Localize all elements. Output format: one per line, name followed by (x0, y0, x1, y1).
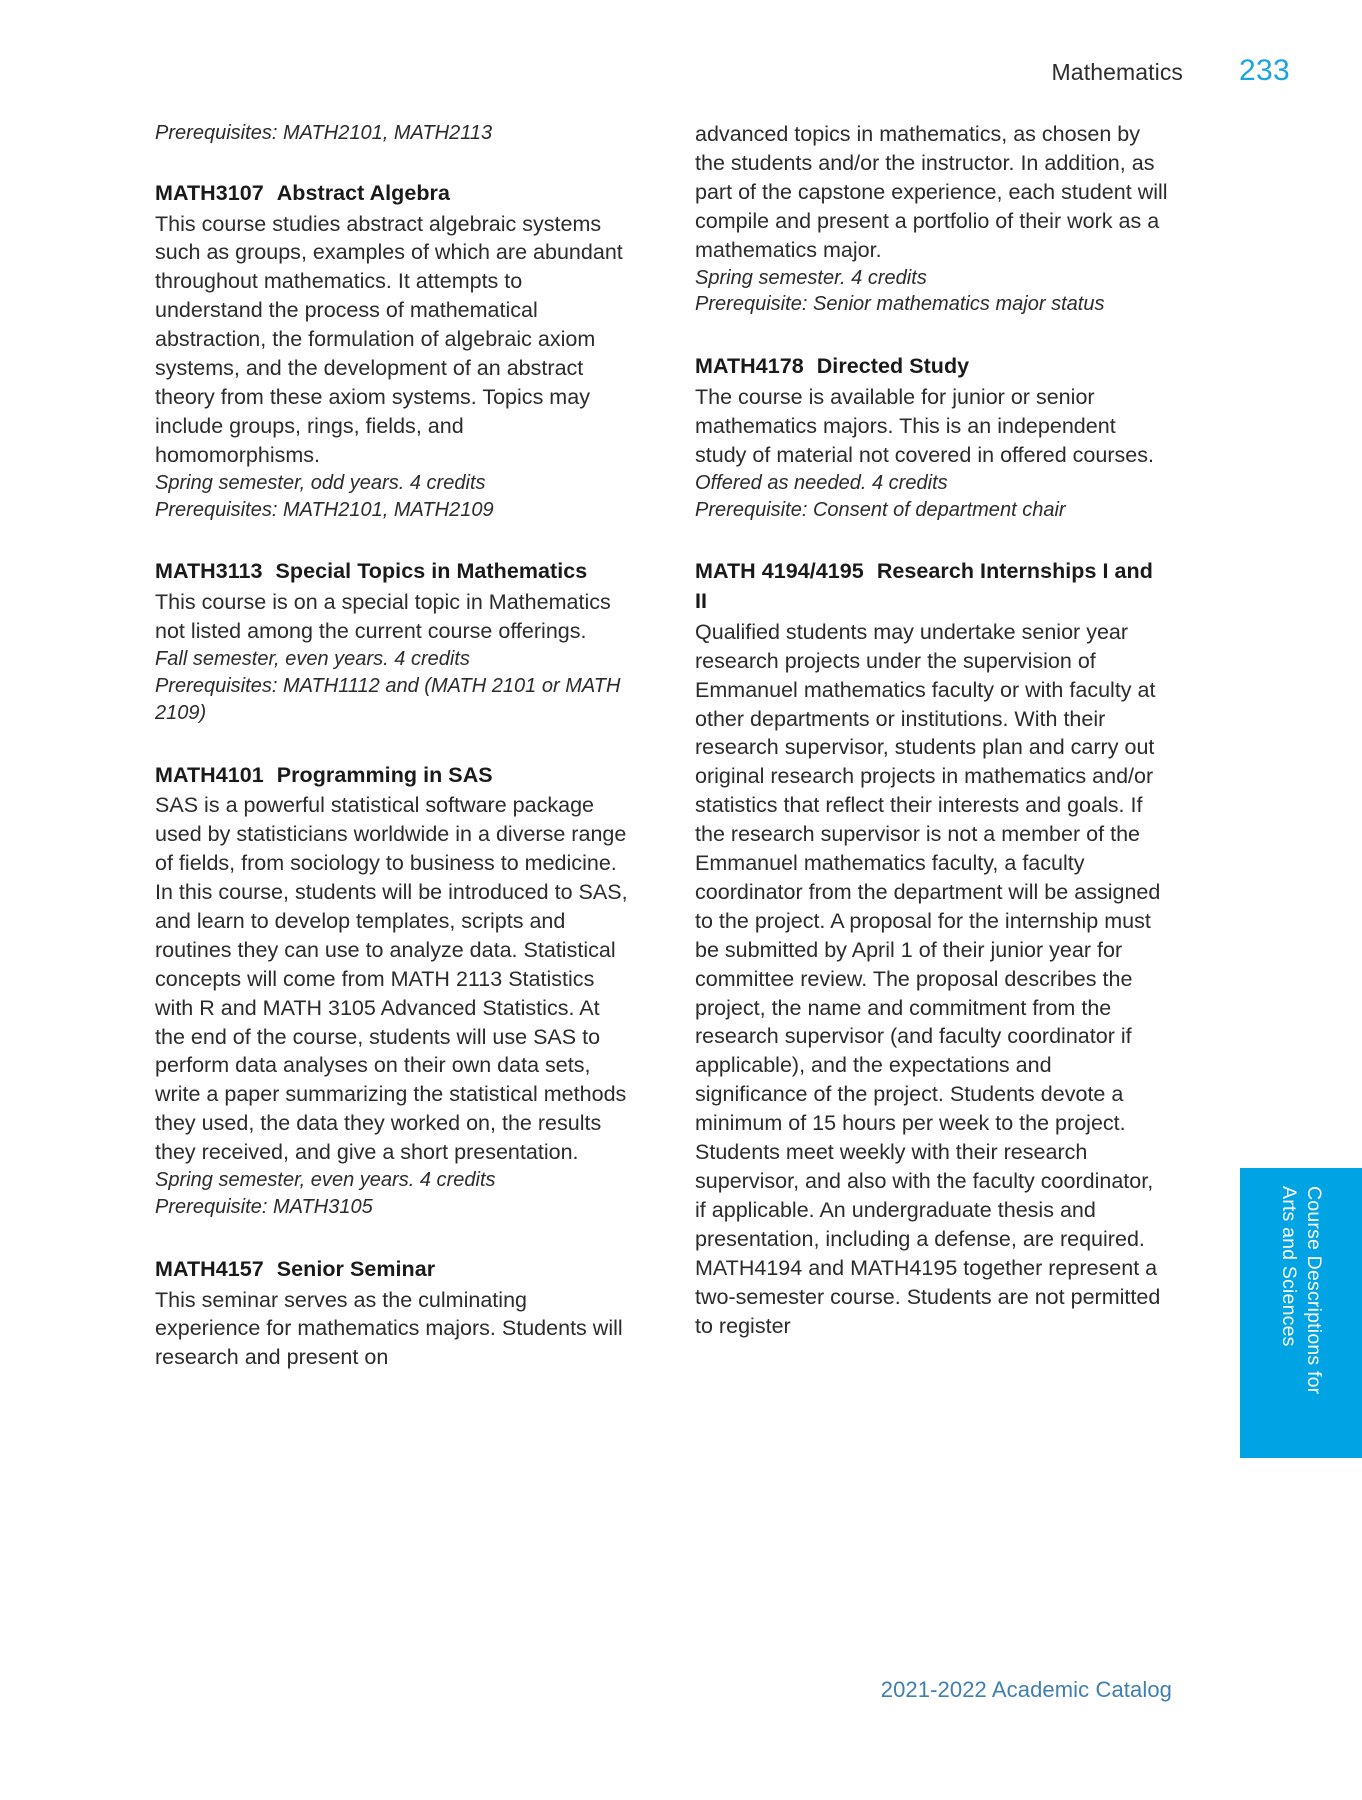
course-name: Programming in SAS (276, 762, 493, 787)
right-column (695, 120, 1169, 1372)
page-number: 233 (1239, 54, 1290, 87)
course-entry (155, 179, 629, 524)
continuation-description: advanced topics in mathematics, as chosen by the students and/or the instructor. In addition, as part of the capstone experience, each student will compile and present a portfolio of their work as a mathematics major. (695, 122, 1168, 262)
lead-prerequisite: Prerequisites: MATH2101, MATH2113 (155, 122, 493, 144)
body-columns (155, 120, 1170, 1372)
course-code: MATH 4194/4195 (695, 559, 864, 584)
course-code: MATH4178 (695, 354, 804, 379)
course-heading (155, 761, 629, 791)
running-head (0, 54, 1290, 88)
course-description: The course is available for junior or senior mathematics majors. This is an independent study of material not covered in offered courses. (695, 384, 1155, 467)
course-entry (155, 557, 629, 726)
course-description: This course is on a special topic in Mathematics not listed among the current course offerings. (155, 590, 611, 644)
continuation-offering: Spring semester. 4 credits (695, 266, 927, 289)
course-heading (155, 557, 629, 587)
course-offering: Offered as needed. 4 credits (695, 471, 948, 494)
course-name: Directed Study (816, 354, 970, 379)
course-heading (695, 557, 1169, 616)
course-entry (155, 761, 629, 1221)
course-description: SAS is a powerful statistical software package used by statisticians worldwide in a diverse range of fields, from sociology to business to medicine. In this course, students will be introduced to SAS, and learn to develop templates, scripts and routines they can use to analyze data. Statistical concepts will come from MATH 2113 Statistics with R and MATH 3105 Advanced Statistics. At the end of the course, students will use SAS to perform data analyses on their own data sets, write a paper summarizing the statistical methods they used, the data they worked on, the results they received, and give a short presentation. (155, 793, 628, 1165)
course-code: MATH3113 (155, 559, 263, 584)
section-name: Mathematics (1051, 59, 1184, 85)
left-column (155, 120, 629, 1372)
section-thumb-tab (1240, 1168, 1362, 1458)
course-description: This course studies abstract algebraic systems such as groups, examples of which are abundant throughout mathematics. It attempts to understand the process of mathematical abstraction, the formulation of algebraic axiom systems, and the development of an abstract theory from these axiom systems. Topics may include groups, rings, fields, and homomorphisms. (155, 211, 623, 467)
course-code: MATH4101 (155, 762, 264, 787)
section-thumb-tab-text (1240, 1168, 1362, 1458)
course-prerequisite: Prerequisite: MATH3105 (155, 1195, 373, 1218)
course-prerequisite: Prerequisites: MATH1112 and (MATH 2101 or MATH 2109) (155, 674, 621, 724)
course-name: Special Topics in Mathematics (275, 559, 588, 584)
course-name: Research Internships I and II (695, 559, 1153, 614)
course-name: Senior Seminar (276, 1256, 436, 1281)
course-code: MATH3107 (155, 180, 264, 205)
footer-catalog-label: 2021-2022 Academic Catalog (880, 1677, 1172, 1702)
course-heading (155, 1255, 629, 1285)
course-code: MATH4157 (155, 1256, 264, 1281)
course-prerequisite: Prerequisites: MATH2101, MATH2109 (155, 498, 494, 521)
course-offering: Spring semester, odd years. 4 credits (155, 471, 486, 494)
course-name: Abstract Algebra (276, 180, 450, 205)
course-offering: Spring semester, even years. 4 credits (155, 1169, 496, 1192)
course-description: Qualified students may undertake senior year research projects under the supervision of Emmanuel mathematics faculty or with faculty at other departments or institutions. With their research supervisor, students plan and carry out original research projects in mathematics and/or statistics that reflect their interests and goals. If the research supervisor is not a member of the Emmanuel mathematics faculty, a faculty coordinator from the department will be assigned to the project. A proposal for the internship must be submitted by April 1 of their junior year for committee review. The proposal describes the project, the name and commitment from the research supervisor (and faculty coordinator if applicable), and the expectations and significance of the project. Students devote a minimum of 15 hours per week to the project. Students meet weekly with their research supervisor, and also with the faculty coordinator, if applicable. An undergraduate thesis and presentation, including a defense, are required. MATH4194 and MATH4195 together represent a two-semester course. Students are not permitted to register (695, 619, 1161, 1338)
course-heading (695, 352, 1169, 382)
course-offering: Fall semester, even years. 4 credits (155, 647, 470, 670)
continued-entry (695, 120, 1169, 318)
section-thumb-tab-line-1: Course Descriptions for (1303, 1186, 1326, 1395)
course-entry (155, 1255, 629, 1372)
continuation-prerequisite: Prerequisite: Senior mathematics major status (695, 293, 1105, 316)
course-entry (695, 557, 1169, 1340)
section-thumb-tab-line-2: Arts and Sciences (1278, 1186, 1300, 1347)
course-entry (695, 352, 1169, 523)
course-description: This seminar serves as the culminating experience for mathematics majors. Students will research and present on (155, 1287, 623, 1370)
course-prerequisite: Prerequisite: Consent of department chair (695, 498, 1066, 521)
course-heading (155, 179, 629, 209)
